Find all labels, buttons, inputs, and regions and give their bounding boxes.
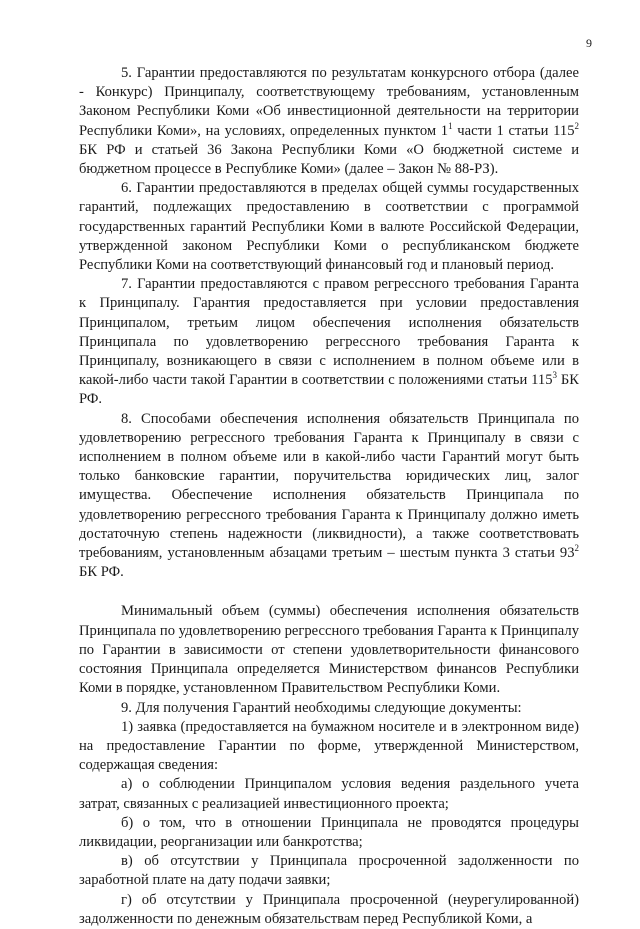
paragraph-p9-1 — [79, 718, 579, 776]
superscript: 3 — [552, 370, 557, 381]
text-segment: 9. Для получения Гарантий необходимы следующие документы: — [121, 699, 522, 716]
page-number: 9 — [586, 36, 592, 50]
paragraph-p8 — [79, 410, 579, 583]
paragraph-p7 — [79, 275, 579, 409]
text-segment: 6. Гарантии предоставляются в пределах общей суммы государственных гарантий, подлежащих предоставлению в соответствии с программой государственных гарантий Республики Коми в валюте Российской Федерации, утвержденной законом Республики Коми о республиканском бюджете Республики Коми на соответствующий финансовый год и плановый период. — [79, 180, 579, 274]
text-segment: 8. Способами обеспечения исполнения обязательств Принципала по удовлетворению регрессного требования Гаранта к Принципалу в связи с исполнением в полном объеме или в какой-либо части Гарантий могут быть только банковские гарантии, поручительства юридических лиц, залог имущества. Обеспечение исполнения обязательств Принципала по удовлетворению регрессного требования Гаранта к Принципалу должно иметь достаточную степень надежности (ликвидности), а также соответствовать требованиям, установленным абзацами третьим – шестым пункта 3 статьи 93 — [79, 410, 579, 562]
paragraph-p5 — [79, 64, 579, 179]
text-segment: г) об отсутствии у Принципала просроченной (неурегулированной) задолженности по денежным обязательствам перед Республикой Коми, а — [79, 891, 579, 927]
text-segment: б) о том, что в отношении Принципала не проводятся процедуры ликвидации, реорганизации или банкротства; — [79, 814, 579, 850]
superscript: 1 — [448, 120, 453, 131]
superscript: 2 — [574, 543, 579, 554]
text-segment: в) об отсутствии у Принципала просроченной задолженности по заработной плате на дату подачи заявки; — [79, 853, 579, 889]
text-segment: 7. Гарантии предоставляются с правом регрессного требования Гаранта к Принципалу. Гарантия предоставляется при условии предоставления Принципалом, третьим лицом обеспечения исполнения обязательств Принципала по удовлетворению регрессного требования Гаранта к Принципалу, возникающего в связи с исполнением в полном объеме или в какой-либо части такой Гарантии в соответствии с положениями статьи 115 — [79, 276, 579, 389]
paragraph-p9-1g — [79, 891, 579, 929]
text-segment: 5. Гарантии предоставляются по результатам конкурсного отбора (далее - Конкурс) Принципалу, соответствующему требованиям, установленным Законом Республики Коми «Об инвестиционной деятельности на территории Республики Коми», на условиях, определенных пунктом 1 — [79, 65, 579, 139]
paragraph-gap — [79, 582, 579, 602]
text-segment: 1) заявка (предоставляется на бумажном носителе и в электронном виде) на предоставление Гарантии по форме, утвержденной Министерством, содержащая сведения: — [79, 718, 579, 774]
superscript: 2 — [574, 120, 579, 131]
text-segment: БК РФ. — [79, 372, 579, 408]
text-segment: а) о соблюдении Принципалом условия ведения раздельного учета затрат, связанных с реализацией инвестиционного проекта; — [79, 776, 579, 812]
text-segment: БК РФ. — [79, 564, 124, 581]
paragraph-p9-1b — [79, 814, 579, 852]
paragraph-p9-1v — [79, 852, 579, 890]
paragraph-p6 — [79, 179, 579, 275]
text-segment: части 1 статьи 115 — [452, 122, 575, 139]
document-body — [79, 64, 579, 929]
paragraph-p9 — [79, 699, 579, 718]
text-segment: БК РФ и статьей 36 Закона Республики Коми «О бюджетной системе и бюджетном процессе в Республике Коми» (далее – Закон № 88-РЗ). — [79, 141, 579, 178]
text-segment: Минимальный объем (суммы) обеспечения исполнения обязательств Принципала по удовлетворению регрессного требования Гаранта к Принципалу по Гарантии в зависимости от степени удовлетворительности финансового состояния Принципала определяется Министерством финансов Республики Коми в порядке, установленном Правительством Республики Коми. — [79, 603, 579, 697]
paragraph-p8b — [79, 602, 579, 698]
paragraph-p9-1a — [79, 775, 579, 813]
